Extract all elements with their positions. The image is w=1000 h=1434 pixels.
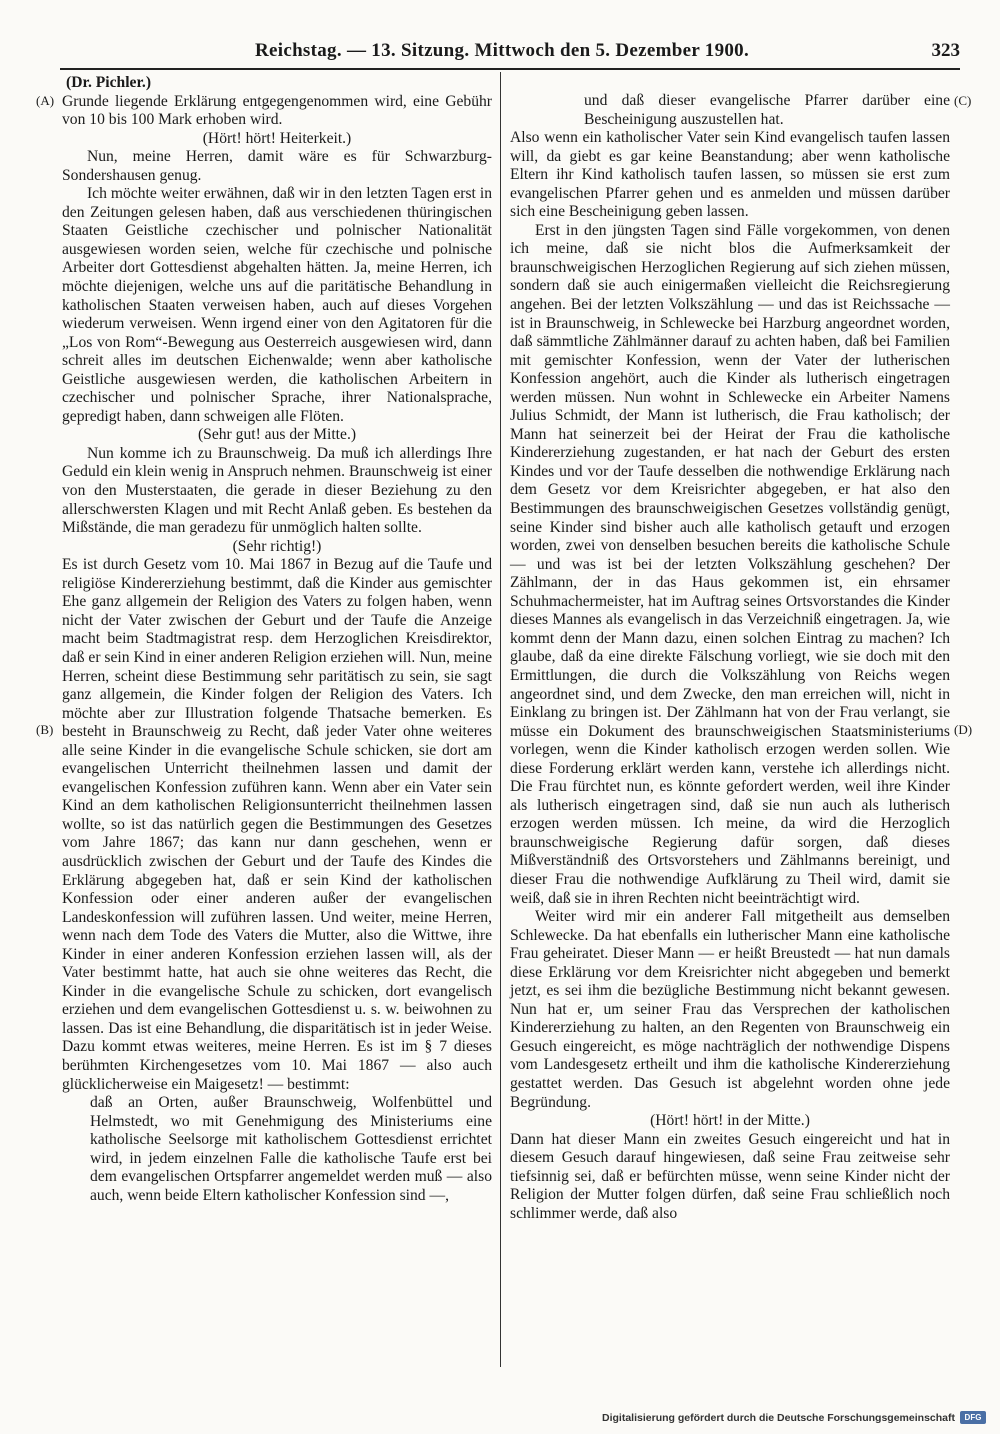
margin-mark-c: (C) <box>954 93 972 108</box>
header-rule <box>60 68 960 70</box>
quoted-law: und daß dieser evangelische Pfarrer darüber eine Bescheinigung auszustellen hat. <box>584 92 950 128</box>
paragraph: Nun komme ich zu Braunschweig. Da muß ich allerdings Ihre Geduld ein klein wenig in Anspruch nehmen. Braunschweig ist einer von den Musterstaaten, die gerade in dieser Beziehung zu den allerschwersten Klagen und mit Recht Anlaß geben. Es bestehen da Mißstände, die man geradezu für unmöglich halten sollte. <box>62 444 492 537</box>
paragraph: Nun, meine Herren, damit wäre es für Schwarzburg-Sondershausen genug. <box>62 148 492 184</box>
page-header <box>60 40 960 66</box>
interjection: (Sehr richtig!) <box>232 537 322 555</box>
running-title: Reichstag. — 13. Sitzung. Mittwoch den 5. Dezember 1900. <box>255 40 750 61</box>
margin-mark-d: (D) <box>954 722 973 737</box>
page-footer <box>602 1411 986 1424</box>
paragraph: Es ist durch Gesetz vom 10. Mai 1867 in Bezug auf die Taufe und religiöse Kindererziehung bestimmt, daß die Kinder aus gemischter Ehe ganz allgemein der Religion des Vaters zu folgen haben, wenn nicht der Vater zwischen der Geburt und der Taufe die Anzeige macht beim Stadtmagistrat resp. dem Herzoglichen Kreisdirektor, daß er sein Kind in einer anderen Religion erziehen will. Nun, meine Herren, scheint diese Bestimmung sehr paritätisch zu sein, sie sagt ganz allgemein, die Kinder folgen der Religion des Vaters. Ich möchte aber zur Illustration folgende Thatsache bemerken. Es besteht in Braunschweig zu Recht, daß jeder Vater ohne weiteres alle seine Kinder in die evangelische Schule schicken, sie dort am evangelischen Unterricht theilnehmen lassen und damit der evangelischen Konfession zuführen kann. Wenn aber ein Vater sein Kind an dem katholischen Religionsunterricht theilnehmen lassen wollte, so ist das natürlich gegen die Bestimmungen des Gesetzes vom Jahre 1867; das kann nur dann geschehen, wenn er ausdrücklich zwischen der Geburt und der Taufe des Kindes die Erklärung abgegeben hat, daß er sein Kind der katholischen Konfession oder einer anderen außer der evangelischen Landeskonfession will zuführen lassen. Und weiter, meine Herren, wenn nach dem Tode des Vaters die Mutter, also die Wittwe, ihre Kinder in einer anderen Konfession erziehen lassen will, als der Vater bestimmt hatte, hat auch sie ohne weiteres das Recht, die Kinder in die evangelische Schule zu schicken, dort evangelisch erziehen und dem evangelischen Gottesdienst u. s. w. beiwohnen zu lassen. Das ist eine Behandlung, die disparitätisch ist in jeder Weise. Dazu kommt etwas weiteres, meine Herren. Es ist im § 7 dieses berühmten Kirchengesetzes vom 10. Mai 1867 — also auch glücklicherweise ein Maigesetz! — bestimmt: <box>62 556 492 1093</box>
page-number: 323 <box>931 40 960 61</box>
speaker-label: (Dr. Pichler.) <box>66 74 152 91</box>
left-column <box>62 74 492 1205</box>
paragraph: Grunde liegende Erklärung entgegengenommen wird, eine Gebühr von 10 bis 100 Mark erhoben wird. <box>62 92 492 129</box>
interjection: (Hört! hört! Heiterkeit.) <box>202 129 352 147</box>
column-divider <box>500 72 501 1367</box>
paragraph: Erst in den jüngsten Tagen sind Fälle vorgekommen, von denen ich meine, daß sie nicht blos die Aufmerksamkeit der braunschweigischen Herzoglichen Regierung auf sich ziehen müssen, sondern daß sie auch einigermaßen vielleicht die Reichsregierung angehen. Bei der letzten Volkszählung — und das ist Reichssache — ist in Braunschweig, in Schlewecke bei Harzburg angeordnet worden, daß sämmtliche Zählmänner darauf zu achten haben, daß bei Familien mit gemischter Konfession, wenn der Vater der lutherischen Konfession angehört, auch die Kinder als lutherisch eingetragen werden müssen. Nun wohnt in Schlewecke ein Arbeiter Namens Julius Schmidt, der Mann ist lutherisch, die Frau katholisch; der Mann hat seinerzeit bei der Heirat der Frau die katholische Kindererziehung zugestanden, er hat nach der Geburt des ersten Kindes und vor der Taufe desselben die nothwendige Erklärung nach dem Gesetz vor dem Kreisrichter abgegeben, er hat also den Bestimmungen des braunschweigischen Gesetzes vollständig genügt, seine Kinder sind bisher auch alle katholisch getauft und erzogen worden, zwei von denselben besuchen bereits die katholische Schule — und was ist bei der letzten Volkszählung geschehen? Der Zählmann, der in das Haus gekommen ist, ein ehrsamer Schuhmachermeister, hat im Auftrag seines Ortsvorstandes die Kinder dieses Mannes als evangelisch in das Verzeichniß eingetragen. Ja, wie kommt denn der Mann dazu, einen solchen Eintrag zu machen? Ich glaube, daß da eine direkte Fälschung vorliegt, wie sie doch mit den Ermittlungen, die durch die Volkszählung von Reichs wegen angeordnet sind, und dem Zwecke, den man erreichen will, nicht in Einklang zu bringen ist. Der Zählmann hat von der Frau verlangt, sie müsse ein Dokument des braunschweigischen Staatsministeriums vorlegen, wenn die Kinder katholisch erzogen werden sollen. Wie diese Forderung erklärt werden kann, verstehe ich allerdings nicht. Die Frau fürchtet nun, es könnte gefordert werden, weil ihre Kinder als lutherisch eingetragen sind, daß sie nun auch als lutherisch erzogen werden müssen. Ich meine, da wird die Herzoglich braunschweigische Regierung dafür sorgen, daß dieses Mißverständniß des Ortsvorstehers und Zählmanns bereinigt, und dieser Frau die nothwendige Aufklärung zu Theil wird, damit sie weiß, daß sie in ihren Rechten nicht beeinträchtigt wird. <box>510 221 950 907</box>
paragraph: Ich möchte weiter erwähnen, daß wir in den letzten Tagen erst in den Zeitungen gelesen haben, daß aus verschiedenen thüringischen Staaten Geistliche czechischer und polnischer Nationalität ausgewiesen worden seien, welche für czechische und polnische Arbeiter dort Gottesdienst abgehalten hätten. Ja, meine Herren, ich möchte diejenigen, welche uns auf die paritätische Behandlung in katholischen Staaten verweisen haben, auch auf dieses Vorgehen wiederum verweisen. Wenn irgend einer von den Agitatoren für die „Los von Rom“-Bewegung aus Oesterreich ausgewiesen wird, dann schreit alles im deutschen Eichenwalde; wenn aber katholische Geistliche ausgewiesen werden, die katholischen Arbeitern in czechischer und polnischer Sprache, ihrer Nationalsprache, gepredigt haben, dann schweigen alle Flöten. <box>62 185 492 425</box>
paragraph: Also wenn ein katholischer Vater sein Kind evangelisch taufen lassen will, da giebt es gar keine Beanstandung; aber wenn katholische Eltern ihr Kind katholisch taufen lassen, so müssen sie erst zum evangelischen Pfarrer gehen und es anmelden und müssen darüber sich eine Bescheinigung geben lassen. <box>510 129 950 221</box>
margin-mark-b: (B) <box>36 722 54 737</box>
quoted-law: daß an Orten, außer Braunschweig, Wolfenbüttel und Helmstedt, wo mit Genehmigung des Ministeriums eine katholische Seelsorge mit katholischem Gottesdienst errichtet wird, in jedem einzelnen Falle die katholische Taufe erst bei dem evangelischen Ortspfarrer angemeldet werden muß — also auch, wenn beide Eltern katholischer Konfession sind —, <box>90 1094 492 1204</box>
dfg-logo-icon: DFG <box>960 1411 986 1424</box>
footer-credit: Digitalisierung gefördert durch die Deutsche Forschungsgemeinschaft <box>602 1411 955 1424</box>
interjection: (Sehr gut! aus der Mitte.) <box>197 426 357 444</box>
margin-mark-a: (A) <box>36 93 55 108</box>
right-column <box>510 92 950 1223</box>
paragraph: Weiter wird mir ein anderer Fall mitgetheilt aus demselben Schlewecke. Da hat ebenfalls ein lutherischer Mann eine katholische Frau geheiratet. Dieser Mann — er heißt Breustedt — hat nun damals diese Erklärung vor dem Kreisrichter nicht abgegeben und bemerkt jetzt, es sei ihm die bezügliche Bestimmung nicht bekannt gewesen. Nun hat er, um seiner Frau das Versprechen der katholischen Kindererziehung zu halten, an den Regenten von Braunschweig ein Gesuch eingereicht, es möge nachträglich der nothwendige Dispens vom Landesgesetz ertheilt und ihm die katholische Kindererziehung gestattet werden. Das Gesuch ist abgelehnt worden ohne jede Begründung. <box>510 908 950 1111</box>
paragraph: Dann hat dieser Mann ein zweites Gesuch eingereicht und hat in diesem Gesuch darauf hingewiesen, daß seine Frau zeitweise sehr tiefsinnig sei, daß er befürchten müsse, wenn seine Kinder nicht der Religion der Mutter folgen dürfen, daß seine Frau schließlich noch schlimmer werde, daß also <box>510 1130 950 1222</box>
interjection: (Hört! hört! in der Mitte.) <box>650 1112 810 1130</box>
